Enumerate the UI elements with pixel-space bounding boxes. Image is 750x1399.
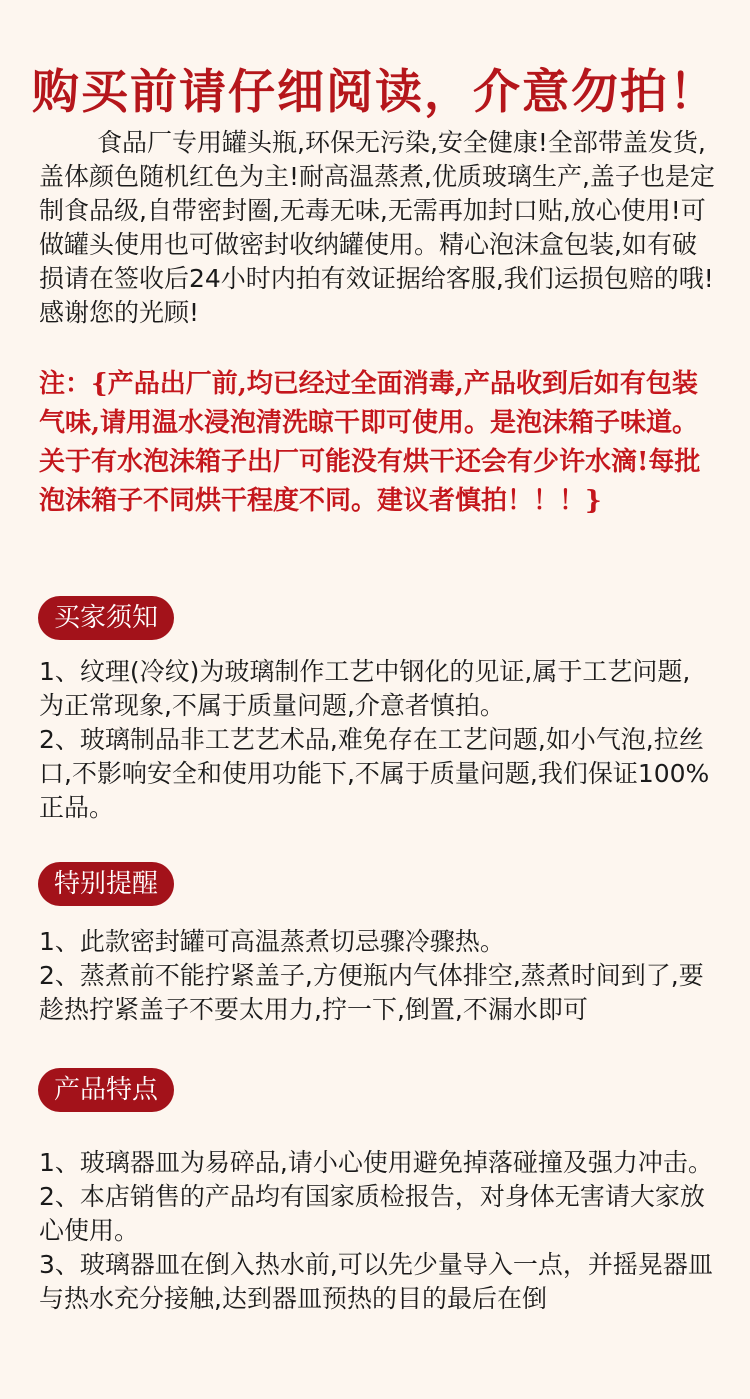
list-item: 1、玻璃器皿为易碎品,请小心使用避免掉落碰撞及强力冲击。 <box>39 1148 713 1177</box>
list-item: 2、玻璃制品非工艺艺术品,难免存在工艺问题,如小气泡,拉丝口,不影响安全和使用功能下,不属于质量问题,我们保证100%正品。 <box>39 725 710 822</box>
product-features-list <box>39 1146 715 1316</box>
special-reminder-list <box>39 925 715 1027</box>
intro-paragraph: 食品厂专用罐头瓶,环保无污染,安全健康!全部带盖发货,盖体颜色随机红色为主!耐高温蒸煮,优质玻璃生产,盖子也是定制食品级,自带密封圈,无毒无味,无需再加封口贴,放心使用!可做罐头使用也可做密封收纳罐使用。精心泡沫盒包装,如有破损请在签收后24小时内拍有效证据给客服,我们运损包赔的哦!感谢您的光顾! <box>39 128 715 327</box>
list-item: 1、此款密封罐可高温蒸煮切忌骤冷骤热。 <box>39 927 505 956</box>
list-item: 2、本店销售的产品均有国家质检报告，对身体无害请大家放心使用。 <box>39 1182 705 1245</box>
notice-paragraph: 注：{产品出厂前,均已经过全面消毒,产品收到后如有包装气味,请用温水浸泡清洗晾干即可使用。是泡沫箱子味道。关于有水泡沫箱子出厂可能没有烘干还会有少许水滴!每批泡沫箱子不同烘干程度不同。建议者慎拍！！！} <box>39 369 701 516</box>
list-item: 2、蒸煮前不能拧紧盖子,方便瓶内气体排空,蒸煮时间到了,要趁热拧紧盖子不要太用力,拧一下,倒置,不漏水即可 <box>39 961 704 1024</box>
list-item: 3、玻璃器皿在倒入热水前,可以先少量导入一点，并摇晃器皿与热水充分接触,达到器皿预热的目的最后在倒 <box>39 1250 713 1313</box>
section-heading-buyer-notice: 买家须知 <box>38 596 174 640</box>
page-title: 购买前请仔细阅读，介意勿拍！ <box>32 65 718 121</box>
section-heading-special-reminder: 特别提醒 <box>38 862 174 906</box>
list-item: 1、纹理(冷纹)为玻璃制作工艺中钢化的见证,属于工艺问题,为正常现象,不属于质量问题,介意者慎拍。 <box>39 657 691 720</box>
buyer-notice-list <box>39 655 715 825</box>
section-heading-product-features: 产品特点 <box>38 1068 174 1112</box>
